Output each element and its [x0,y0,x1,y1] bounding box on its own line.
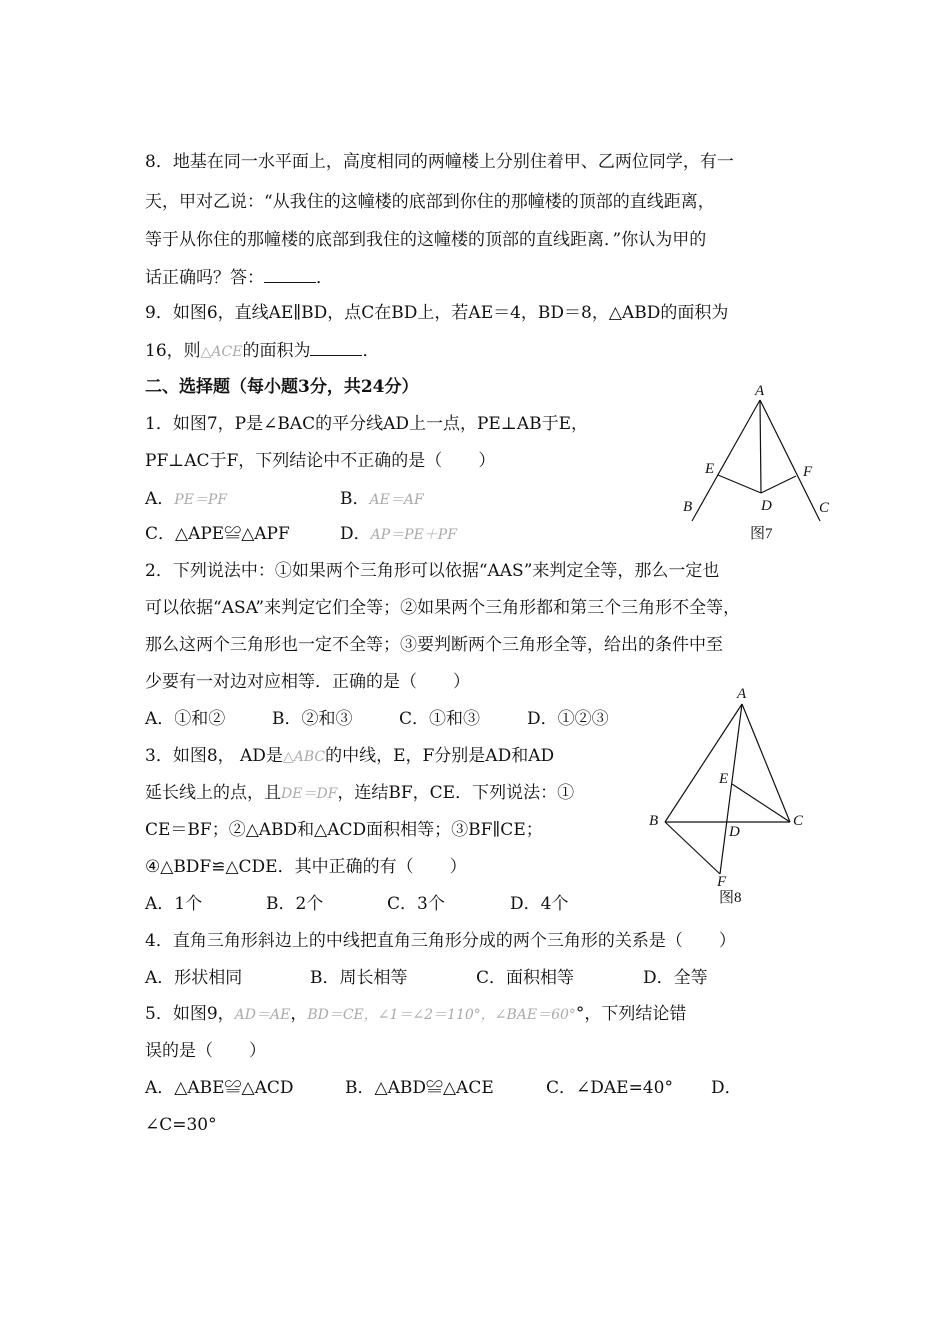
mc-q5-line-1-pre: 5．如图9， [145,1004,235,1024]
fig7-label-d: D [761,498,772,514]
fig8-label-f: F [717,874,727,890]
fig8-side-ab [665,704,742,822]
fig8-label-a: A [737,686,747,702]
fig7-label-f: F [803,464,813,480]
mc-q3-line-4 [145,856,467,878]
fig7-ray-ab [692,400,760,521]
mc-q1-option-b-faint: AE＝AF [369,492,424,508]
mc-q2-line-4 [145,671,470,693]
mc-q5-option-d-continued: ∠C=30° [145,1115,217,1135]
q9-answer-blank [310,339,362,356]
mc-q3-line-1-post: 的中线，E，F分别是AD和AD [325,746,555,766]
mc-q5-option-b: B．△ABD≌△ACE [345,1078,494,1098]
mc-q5-option-d: D． [711,1078,742,1098]
section-2-title: 二、选择题（每小题3分，共24分） [145,377,419,397]
mc-q1-paren-close: ） [478,451,496,471]
mc-q1-line-2-text: PF⊥AC于F，下列结论中不正确的是（ [145,451,443,471]
mc-q2-line-3: 那么这两个三角形也一定不全等；③要判断两个三角形全等，给出的条件中至 [145,635,723,655]
mc-q3-option-d: D．4个 [510,894,569,914]
fig7-segment-pe [718,475,761,493]
mc-q4-option-b: B．周长相等 [310,968,408,988]
mc-q3-line-4-text: ④△BDF≌△CDE．其中正确的有（ [145,857,414,877]
mc-q3-line-2-pre: 延长线上的点，且 [145,783,281,803]
mc-q2-option-d: D．①②③ [527,709,609,729]
mc-q5-option-a: A．△ABE≌△ACD [145,1078,294,1098]
mc-q2-line-2: 可以依据“ASA”来判定它们全等；②如果两个三角形都和第三个三角形不全等， [145,598,741,618]
mc-q5-comma: ， [290,1004,308,1024]
mc-q3-faint-equation: DE＝DF [281,786,338,802]
q9-line-2-end: ． [362,341,380,361]
q8-line-4 [145,266,333,289]
fig8-caption: 图8 [719,890,742,906]
q9-line-2-mid: 的面积为 [242,341,311,361]
mc-q2-line-4-text: 少要有一对边对应相等．正确的是（ [145,672,417,692]
mc-q1-option-a [145,488,227,511]
mc-q4-option-d: D．全等 [643,968,708,988]
fig8-segment-bf [665,822,720,874]
mc-q1-option-a-label: A． [145,489,175,509]
q8-line-4-end: ． [316,268,333,288]
figure-7 [670,378,840,546]
mc-q2-option-c: C．①和③ [399,709,481,729]
fig7-label-e: E [705,461,715,477]
figure-8 [640,680,820,910]
fig7-label-c: C [819,500,830,516]
mc-q1-option-c: C．△APE≌△APF [145,524,290,544]
fig7-label-a: A [755,383,765,399]
mc-q3-option-c: C．3个 [387,894,445,914]
fig7-label-b: B [683,499,693,515]
mc-q3-faint-triangle: △ABC [282,749,326,765]
mc-q4-option-c: C．面积相等 [476,968,575,988]
mc-q2-line-1: 2．下列说法中：①如果两个三角形可以依据“AAS”来判定全等，那么一定也 [145,561,720,581]
mc-q4-line-1 [145,930,736,952]
fig7-caption: 图7 [750,526,773,542]
mc-q1-option-b [340,488,424,511]
q8-answer-blank [264,266,316,283]
q9-line-1: 9．如图6，直线AE∥BD，点C在BD上，若AE＝4，BD＝8，△ABD的面积为 [145,303,729,323]
q8-line-1: 8．地基在同一水平面上，高度相同的两幢楼上分别住着甲、乙两位同学，有一 [145,152,734,172]
fig8-label-e: E [719,771,729,787]
mc-q3-line-3: CE＝BF；②△ABD和△ACD面积相等；③BF∥CE； [145,820,543,840]
q8-line-3: 等于从你住的那幢楼的底部到我住的这幢楼的顶部的直线距离．”你认为甲的 [145,230,707,250]
mc-q3-line-1-pre: 3．如图8， AD是 [145,746,283,766]
mc-q3-paren-close: ） [449,857,467,877]
mc-q5-line-1-post: °，下列结论错 [575,1004,687,1024]
mc-q3-option-a: A．1个 [145,894,203,914]
mc-q3-option-b: B．2个 [266,894,324,914]
q8-line-2: 天，甲对乙说：“从我住的这幢楼的底部到你住的那幢楼的顶部的直线距离， [145,192,715,212]
mc-q5-paren-close: ） [249,1041,266,1061]
mc-q5-line-2 [145,1040,266,1062]
mc-q2-option-a: A．①和② [145,709,226,729]
fig8-label-b: B [649,813,659,829]
mc-q4-paren-close: ） [718,931,736,951]
mc-q5-line-2-text: 误的是（ [145,1041,213,1061]
q9-line-2 [145,339,379,363]
mc-q1-option-d-label: D． [340,524,371,544]
q9-line-2-pre: 16，则 [145,341,201,361]
mc-q1-option-a-faint: PE＝PF [174,492,228,508]
mc-q2-option-b: B．②和③ [272,709,353,729]
fig8-label-d: D [729,824,740,840]
mc-q2-paren-close: ） [453,672,470,692]
fig8-label-c: C [793,813,804,829]
mc-q4-line-1-text: 4．直角三角形斜边上的中线把直角三角形分成的两个三角形的关系是（ [145,931,683,951]
fig8-side-ac [742,704,790,822]
mc-q5-option-c: C．∠DAE=40° [546,1078,673,1098]
fig7-segment-pf [761,476,796,493]
mc-q5-faint-1: AD＝AE [234,1007,291,1023]
mc-q1-option-d-faint: AP＝PE＋PF [370,527,457,543]
mc-q3-line-2-post: ，连结BF，CE．下列说法：① [337,783,575,803]
mc-q1-line-1: 1．如图7，P是∠BAC的平分线AD上一点，PE⊥AB于E， [145,414,589,434]
mc-q1-line-2 [145,450,495,472]
mc-q5-faint-2: BD＝CE，∠1＝∠2＝110°，∠BAE＝60° [307,1007,576,1023]
mc-q3-line-1 [145,745,554,768]
mc-q3-line-2 [145,782,574,805]
mc-q1-option-b-label: B． [340,489,370,509]
q9-faint-triangle: △ACE [200,344,243,360]
q8-line-4-text: 话正确吗？答： [145,268,264,288]
fig8-segment-ce [732,784,790,822]
fig7-bisector-ad [760,400,761,493]
mc-q4-option-a: A．形状相同 [145,968,243,988]
mc-q5-line-1 [145,1003,686,1026]
mc-q1-option-d [340,523,457,546]
